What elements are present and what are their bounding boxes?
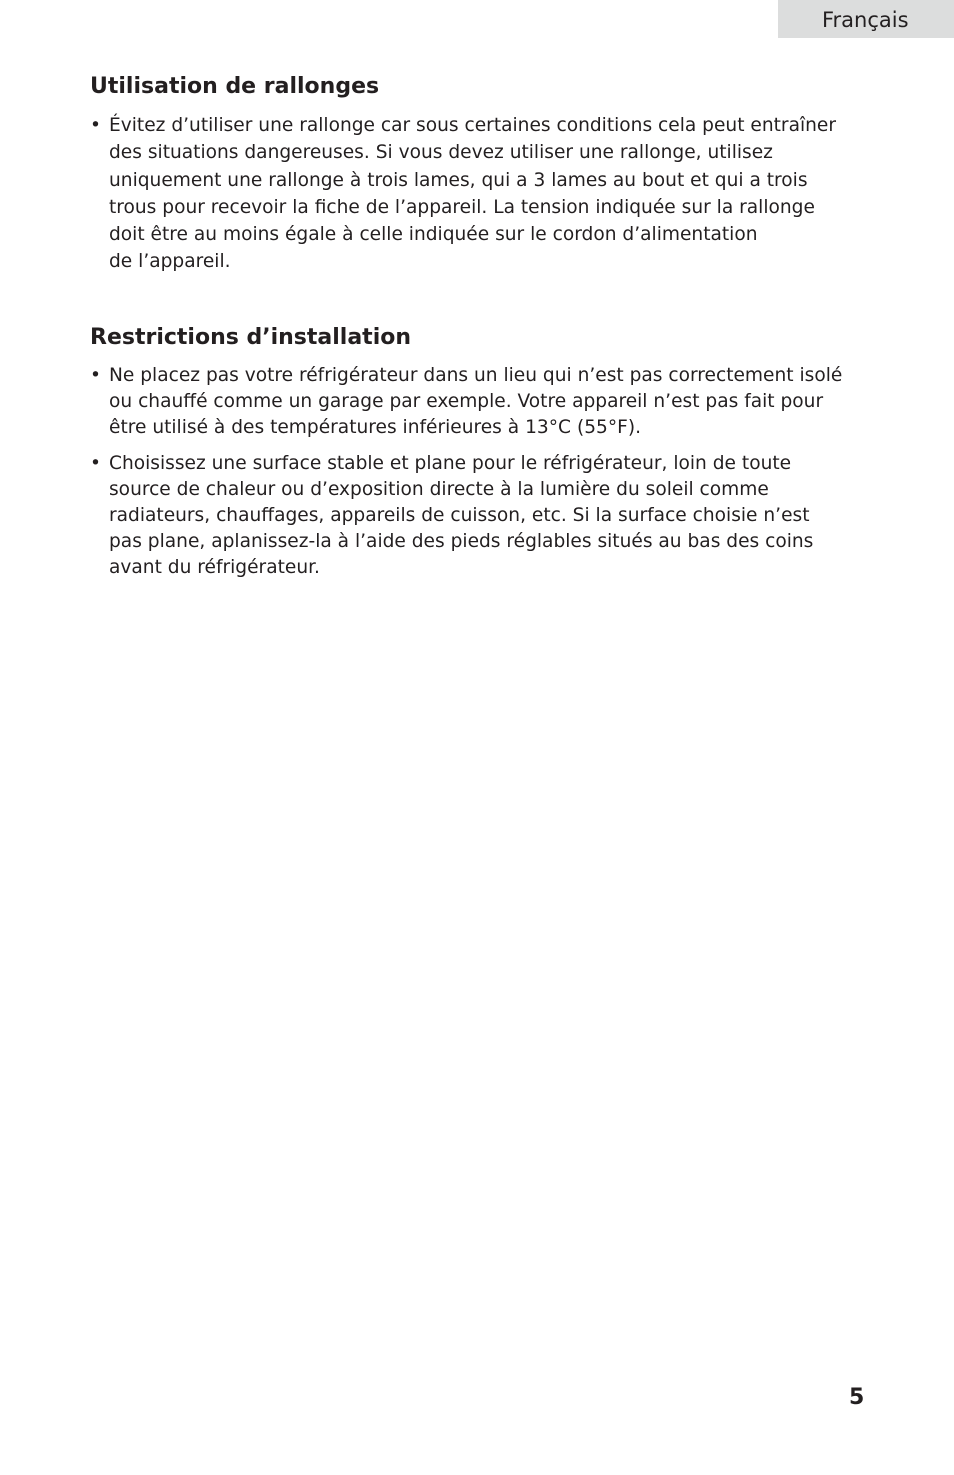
text-line: des situations dangereuses. Si vous devez utiliser une rallonge, utilisez [109, 142, 773, 164]
bullet-item [90, 363, 870, 442]
text-line: trous pour recevoir la fiche de l’appareil. La tension indiquée sur la rallonge [109, 196, 815, 218]
section-title: Restrictions d’installation [90, 325, 412, 350]
section-title: Utilisation de rallonges [90, 74, 380, 99]
bullet-item [90, 451, 870, 582]
text-line: avant du réfrigérateur. [109, 557, 320, 579]
bullet-list [90, 363, 870, 582]
text-line: doit être au moins égale à celle indiquée sur le cordon d’alimentation [109, 224, 758, 246]
text-line: Évitez d’utiliser une rallonge car sous certaines conditions cela peut entraîner [109, 115, 836, 136]
text-line: Choisissez une surface stable et plane pour le réfrigérateur, loin de toute [109, 452, 792, 474]
section-extension-cords [90, 72, 870, 276]
text-line: de l’appareil. [109, 251, 231, 273]
text-line: être utilisé à des températures inférieures à 13°C (55°F). [109, 417, 642, 439]
bullet-icon: • [90, 452, 101, 474]
section-installation-restrictions [90, 323, 870, 582]
bullet-icon: • [90, 115, 101, 136]
page-number: 5 [849, 1385, 865, 1410]
text-line: ou chauffé comme un garage par exemple. Votre appareil n’est pas fait pour [109, 391, 824, 413]
text-line: radiateurs, chauffages, appareils de cuisson, etc. Si la surface choisie n’est [109, 505, 810, 527]
language-tab-label: Français [822, 8, 909, 32]
bullet-item [90, 112, 870, 276]
bullet-list [90, 112, 870, 276]
text-line: source de chaleur ou d’exposition directe à la lumière du soleil comme [109, 478, 769, 500]
text-line: pas plane, aplanissez-la à l’aide des pieds réglables situés au bas des coins [109, 531, 814, 553]
bullet-icon: • [90, 365, 101, 386]
language-tab [778, 0, 954, 38]
text-line: uniquement une rallonge à trois lames, qui a 3 lames au bout et qui a trois [109, 169, 808, 191]
text-line: Ne placez pas votre réfrigérateur dans un lieu qui n’est pas correctement isolé [109, 365, 843, 386]
